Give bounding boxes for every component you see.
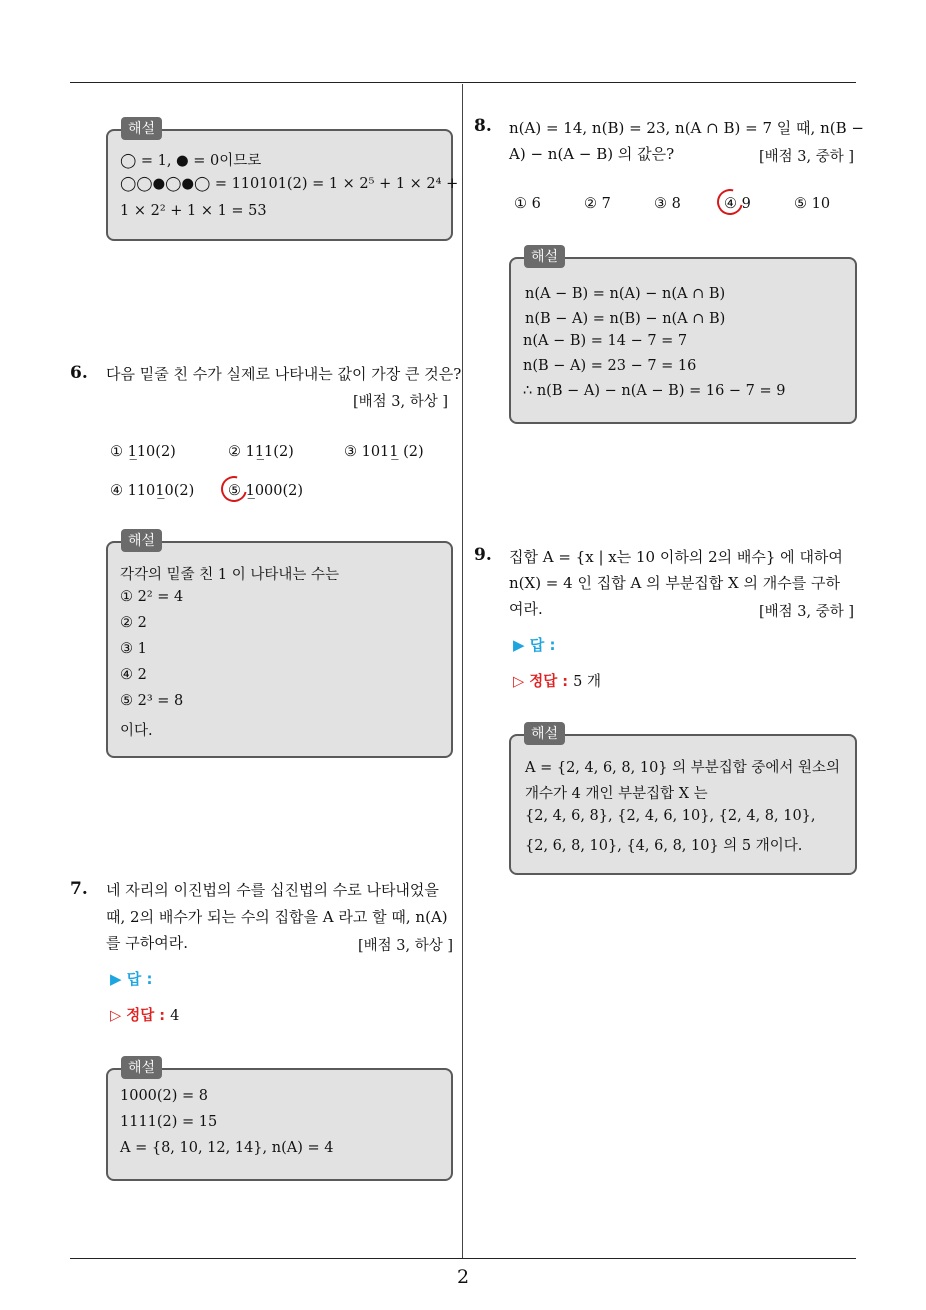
question-text-line: n(A) = 14, n(B) = 23, n(A ∩ B) = 7 일 때, n(B − (509, 119, 864, 137)
explanation-box-q5 (106, 121, 459, 241)
explanation-tag: 해설 (121, 1056, 162, 1079)
explanation-line: {2, 6, 8, 10}, {4, 6, 8, 10} 의 5 개이다. (525, 838, 803, 854)
top-rule (70, 82, 856, 83)
selected-answer-circle (216, 471, 252, 507)
explanation-line: 이다. (120, 723, 153, 739)
explanation-line: ∴ n(B − A) − n(A − B) = 16 − 7 = 9 (523, 383, 786, 399)
explanation-tag: 해설 (524, 245, 565, 268)
question-text-line: 를 구하여라. (106, 934, 188, 952)
explanation-line: n(B − A) = n(B) − n(A ∩ B) (525, 311, 726, 327)
correct-answer-value: 4 (170, 1008, 180, 1024)
points-label: [배점 3, 중하 ] (758, 604, 854, 620)
answer-input-label[interactable]: ▶ 답 : (513, 636, 556, 654)
explanation-line: ② 2 (120, 615, 147, 631)
explanation-line: ◯◯●◯●◯ = 110101(2) = 1 × 2⁵ + 1 × 2⁴ + (120, 176, 459, 192)
option-2[interactable]: ② 7 (584, 196, 611, 212)
bottom-rule (70, 1258, 856, 1259)
explanation-line: n(B − A) = 23 − 7 = 16 (523, 358, 697, 374)
explanation-tag: 해설 (121, 117, 162, 140)
question-text-line: 집합 A = {x | x는 10 이하의 2의 배수} 에 대하여 (509, 548, 843, 566)
correct-answer-label: ▷ 정답 : (513, 674, 569, 690)
question-text-line: A) − n(A − B) 의 값은? (509, 145, 675, 163)
question-number: 6. (70, 363, 88, 383)
explanation-line: ◯ = 1, ● = 0이므로 (120, 153, 262, 169)
option-2[interactable]: ② 11̲1(2) (228, 444, 294, 460)
question-number: 7. (70, 879, 88, 899)
explanation-box-q7 (106, 1060, 453, 1181)
option-4[interactable]: ④ 1101̲0(2) (110, 483, 195, 499)
explanation-line: A = {2, 4, 6, 8, 10} 의 부분집합 중에서 원소의 (525, 760, 841, 776)
explanation-line: ④ 2 (120, 667, 147, 683)
question-text: 다음 밑줄 친 수가 실제로 나타내는 값이 가장 큰 것은? (106, 365, 462, 383)
option-3[interactable]: ③ 1011̲ (2) (344, 444, 424, 460)
explanation-box-q8 (509, 249, 857, 424)
explanation-box-q6 (106, 533, 453, 758)
question-number: 8. (474, 116, 492, 136)
correct-answer-value: 5 개 (573, 674, 601, 690)
correct-answer (513, 670, 601, 691)
question-text-line: 여라. (509, 600, 543, 618)
explanation-tag: 해설 (524, 722, 565, 745)
points-label: [배점 3, 하상 ] (357, 938, 453, 954)
explanation-line: 각각의 밑줄 친 1 이 나타내는 수는 (120, 567, 339, 583)
question-text-line: n(X) = 4 인 집합 A 의 부분집합 X 의 개수를 구하 (509, 574, 840, 592)
question-number: 9. (474, 545, 492, 565)
explanation-line: ③ 1 (120, 641, 147, 657)
explanation-line: 1111(2) = 15 (120, 1114, 218, 1130)
option-4[interactable]: ④ 9 (724, 196, 751, 212)
correct-answer-label: ▷ 정답 : (110, 1008, 166, 1024)
points-label: [배점 3, 중하 ] (758, 149, 854, 165)
column-divider (462, 84, 463, 1259)
option-3[interactable]: ③ 8 (654, 196, 681, 212)
page-number: 2 (456, 1266, 470, 1288)
points-label: [배점 3, 하상 ] (352, 394, 448, 410)
explanation-line: 1 × 2² + 1 × 1 = 53 (120, 203, 267, 219)
explanation-line: ⑤ 2³ = 8 (120, 693, 184, 709)
answer-input-label[interactable]: ▶ 답 : (110, 970, 153, 988)
option-5[interactable]: ⑤ 1̲000(2) (228, 483, 304, 499)
explanation-box-q9 (509, 726, 857, 875)
explanation-line: n(A − B) = 14 − 7 = 7 (523, 333, 688, 349)
explanation-line: ① 2² = 4 (120, 589, 184, 605)
option-1[interactable]: ① 6 (514, 196, 541, 212)
explanation-line: n(A − B) = n(A) − n(A ∩ B) (525, 286, 726, 302)
explanation-tag: 해설 (121, 529, 162, 552)
explanation-line: 개수가 4 개인 부분집합 X 는 (525, 786, 708, 802)
correct-answer (110, 1004, 179, 1025)
explanation-line: {2, 4, 6, 8}, {2, 4, 6, 10}, {2, 4, 8, 10}, (525, 808, 816, 824)
explanation-line: 1000(2) = 8 (120, 1088, 209, 1104)
question-text-line: 네 자리의 이진법의 수를 십진법의 수로 나타내었을 (106, 881, 439, 899)
option-1[interactable]: ① 1̲10(2) (110, 444, 176, 460)
selected-answer-circle (712, 184, 748, 220)
option-5[interactable]: ⑤ 10 (794, 196, 831, 212)
question-text-line: 때, 2의 배수가 되는 수의 집합을 A 라고 할 때, n(A) (106, 908, 448, 926)
explanation-line: A = {8, 10, 12, 14}, n(A) = 4 (120, 1140, 334, 1156)
